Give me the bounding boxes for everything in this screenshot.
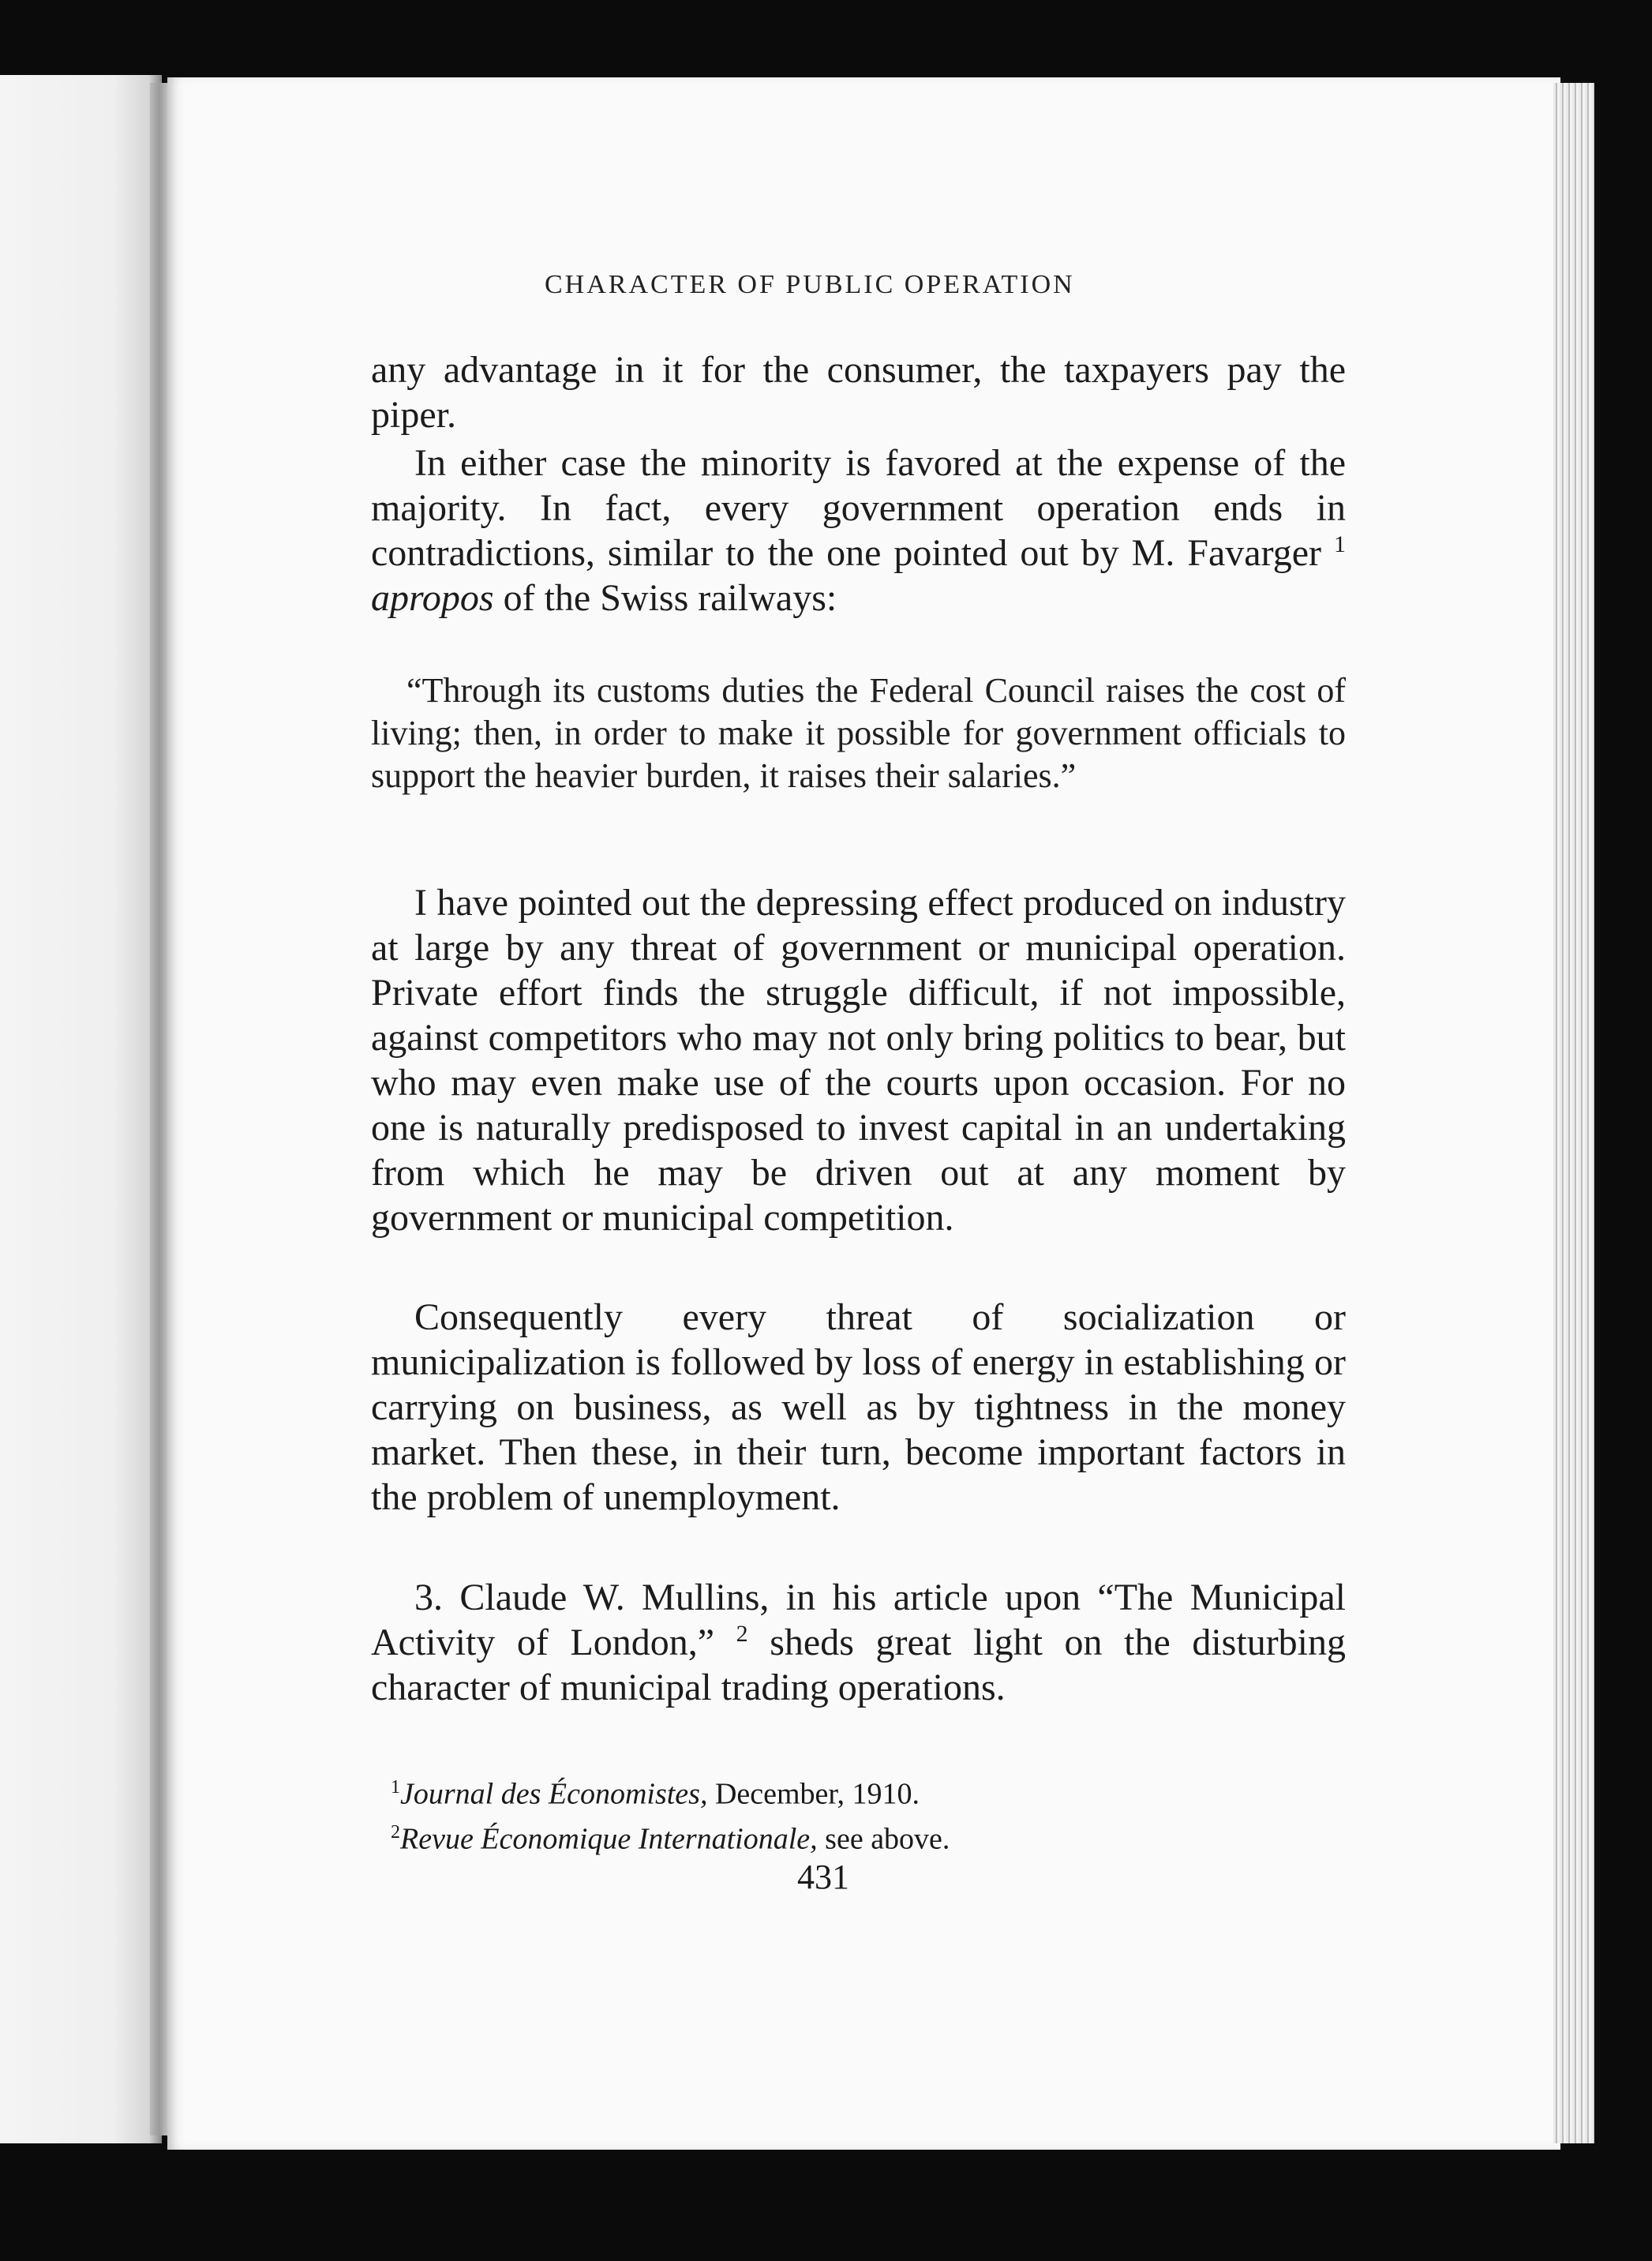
footnotes xyxy=(391,1768,1180,1858)
footnote-1 xyxy=(391,1768,1180,1813)
footnote-2 xyxy=(391,1813,1180,1858)
page-number: 431 xyxy=(797,1858,849,1896)
paragraph-depressing-effect xyxy=(371,880,1346,1240)
footnote-source: Revue Économique Internationale, xyxy=(400,1822,818,1856)
footnote-detail: December, 1910. xyxy=(714,1777,920,1811)
footnote-ref-1: 1 xyxy=(1334,531,1347,557)
italic-term: apropos xyxy=(371,577,494,619)
footnote-mark: 2 xyxy=(391,1821,400,1843)
running-head: CHARACTER OF PUBLIC OPERATION xyxy=(545,270,1075,299)
footnote-source: Journal des Économistes, xyxy=(400,1777,708,1811)
paragraph-consequently xyxy=(371,1295,1346,1520)
footnote-ref-2: 2 xyxy=(736,1621,748,1647)
paragraph-mullins xyxy=(371,1575,1346,1710)
paragraph-text: 3. Claude W. Mullins, in his article upon “The Municipal Activity of London,” xyxy=(371,1577,1346,1663)
page-edges-stack xyxy=(1553,83,1594,2143)
paragraph-text: of the Swiss railways: xyxy=(503,577,837,619)
paragraph-text: I have pointed out the depressing effect produced on industry at large by any threat of government or municipal operation. Private effort finds the struggle difficult, if not impossible, against competitors who may not only bring politics to bear, but who may even make use of the courts upon occasion. For no one is naturally predisposed to invest capital in an undertaking from which he may be driven out at any moment by government or municipal competition. xyxy=(371,882,1346,1239)
paragraph-continuation xyxy=(371,347,1346,437)
facing-page-edge xyxy=(0,75,162,2143)
paragraph-text: sheds great light on the disturbing character of municipal trading operations. xyxy=(371,1622,1347,1708)
quote-text: “Through its customs duties the Federal Council raises the cost of living; then, in order to make it possible for government officials to support the heavier burden, it raises their salaries.” xyxy=(371,671,1346,795)
paragraph-text: In either case the minority is favored at the expense of the majority. In fact, every government operation ends in contradictions, similar to the one pointed out by M. Favarger xyxy=(371,442,1346,574)
footnote-detail: see above. xyxy=(825,1822,950,1856)
footnote-mark: 1 xyxy=(391,1777,400,1798)
paragraph-text: Consequently every threat of socialization or municipalization is followed by loss of energy in establishing or carrying on business, as well as by tightness in the money market. Then these, in their turn, become important factors in the problem of unemployment. xyxy=(371,1296,1346,1518)
paragraph-minority xyxy=(371,441,1346,621)
block-quote xyxy=(371,669,1346,797)
paragraph-text: any advantage in it for the consumer, the taxpayers pay the piper. xyxy=(371,349,1346,436)
